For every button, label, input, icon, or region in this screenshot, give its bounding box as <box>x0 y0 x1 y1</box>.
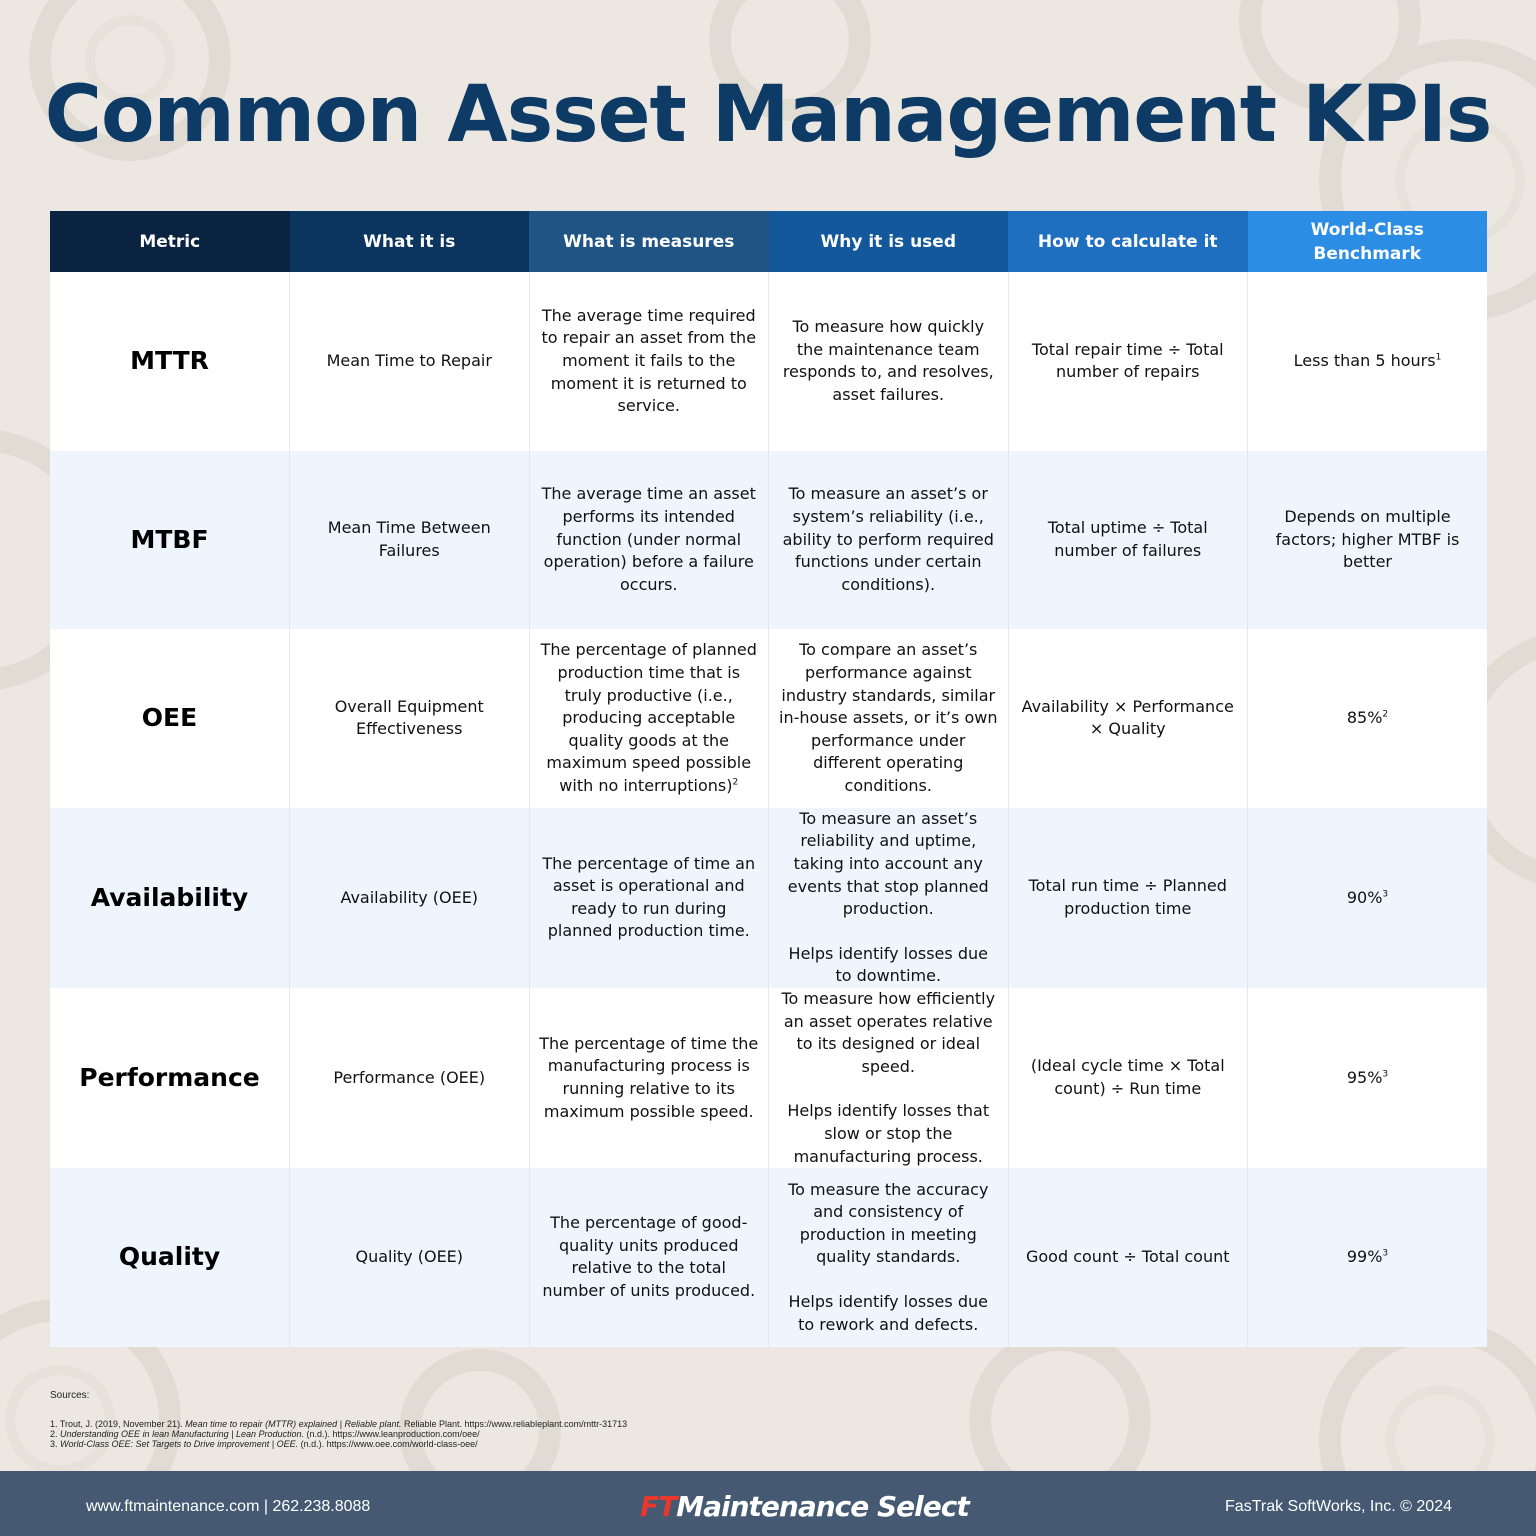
source-suffix: Reliable Plant. https://www.reliableplant.com/mttr-31713 <box>401 1419 628 1429</box>
header-what-it-measures: What is measures <box>529 211 769 272</box>
what-it-is-cell: Mean Time to Repair <box>290 272 530 451</box>
benchmark-value: 99% <box>1346 1247 1383 1267</box>
header-what-it-is: What it is <box>290 211 530 272</box>
benchmark-value: 85% <box>1346 708 1383 728</box>
metric-cell: MTTR <box>50 272 290 451</box>
why-used-text: To measure an asset’s or system’s reliability (i.e., ability to perform required functions under certain conditions). <box>782 484 994 594</box>
sources-title: Sources: <box>50 1390 90 1401</box>
benchmark-cell <box>1248 451 1488 630</box>
header-why-used: Why it is used <box>769 211 1009 272</box>
metric-cell: Performance <box>50 988 290 1168</box>
measures-cell <box>529 1168 769 1347</box>
what-it-is-cell: Mean Time Between Failures <box>290 451 530 630</box>
measures-text: The percentage of time the manufacturing process is running relative to its maximum possible speed. <box>539 1033 759 1121</box>
brand-logo <box>640 1489 969 1525</box>
measures-cell <box>529 451 769 630</box>
benchmark-value: 95% <box>1346 1067 1383 1087</box>
benchmark-cell <box>1248 629 1488 808</box>
kpi-table <box>50 211 1487 1347</box>
footer-bar <box>0 1471 1536 1536</box>
page-title: Common Asset Management KPIs <box>44 70 1492 160</box>
calculation-cell: Total run time ÷ Planned production time <box>1008 808 1248 988</box>
what-it-is-cell: Quality (OEE) <box>290 1168 530 1347</box>
why-used-text: To measure the accuracy and consistency of production in meeting quality standards. <box>788 1179 989 1267</box>
why-used-text: To measure how quickly the maintenance team responds to, and resolves, asset failures. <box>782 317 994 404</box>
source-item <box>50 1439 627 1449</box>
footnote-ref: 2 <box>1382 709 1389 720</box>
measures-cell <box>529 808 769 988</box>
header-benchmark: World-Class Benchmark <box>1248 211 1488 272</box>
why-used-cell <box>769 1168 1009 1347</box>
calculation-cell: Total repair time ÷ Total number of repairs <box>1008 272 1248 451</box>
measures-cell <box>529 629 769 808</box>
footer-contact[interactable]: www.ftmaintenance.com | 262.238.8088 <box>86 1498 371 1515</box>
metric-cell: OEE <box>50 629 290 808</box>
source-item <box>50 1429 627 1439</box>
source-item <box>50 1419 627 1429</box>
source-prefix: 2. <box>50 1429 61 1439</box>
table-row <box>50 1168 1487 1347</box>
calculation-cell: Good count ÷ Total count <box>1008 1168 1248 1347</box>
measures-text: The average time an asset performs its intended function (under normal operation) before a failure occurs. <box>541 484 756 594</box>
source-suffix: (n.d.). https://www.oee.com/world-class-oee/ <box>298 1439 478 1449</box>
footer-copyright: FasTrak SoftWorks, Inc. © 2024 <box>1225 1498 1452 1515</box>
what-it-is-cell: Availability (OEE) <box>290 808 530 988</box>
benchmark-value: Less than 5 hours <box>1293 351 1436 370</box>
benchmark-value: Depends on multiple factors; higher MTBF is better <box>1275 507 1460 572</box>
table-row <box>50 272 1487 451</box>
source-title-italic: World-Class OEE: Set Targets to Drive improvement | OEE. <box>60 1439 299 1449</box>
what-it-is-cell: Overall Equipment Effectiveness <box>290 629 530 808</box>
table-row <box>50 451 1487 630</box>
footnote-ref: 2 <box>732 777 739 788</box>
why-used-cell <box>769 272 1009 451</box>
footnote-ref: 1 <box>1435 352 1442 363</box>
metric-cell: Quality <box>50 1168 290 1347</box>
why-used-cell <box>769 808 1009 988</box>
source-prefix: 1. Trout, J. (2019, November 21). <box>50 1419 186 1429</box>
footnote-ref: 3 <box>1382 889 1389 900</box>
source-title-italic: Mean time to repair (MTTR) explained | Reliable plant. <box>185 1419 402 1429</box>
table-header-row <box>50 211 1487 272</box>
why-used-text: To compare an asset’s performance against industry standards, similar in-house assets, or it’s own performance under different operating conditions. <box>779 640 998 795</box>
why-used-cell <box>769 629 1009 808</box>
brand-logo-ft: FT <box>640 1490 677 1523</box>
header-metric: Metric <box>50 211 290 272</box>
table-row <box>50 988 1487 1168</box>
measures-text: The percentage of time an asset is operational and ready to run during planned production time. <box>542 853 756 941</box>
table-row <box>50 629 1487 808</box>
metric-cell: MTBF <box>50 451 290 630</box>
table-row <box>50 808 1487 988</box>
measures-cell <box>529 272 769 451</box>
footnote-ref: 3 <box>1382 1069 1389 1080</box>
calculation-cell: Total uptime ÷ Total number of failures <box>1008 451 1248 630</box>
source-suffix: (n.d.). https://www.leanproduction.com/oee/ <box>304 1429 480 1439</box>
calculation-cell: Availability × Performance × Quality <box>1008 629 1248 808</box>
benchmark-value: 90% <box>1346 887 1383 907</box>
why-used-note: Helps identify losses due to downtime. <box>788 943 988 986</box>
calculation-cell: (Ideal cycle time × Total count) ÷ Run time <box>1008 988 1248 1168</box>
source-title-italic: Understanding OEE in lean Manufacturing | Lean Production. <box>60 1429 305 1439</box>
measures-cell <box>529 988 769 1168</box>
brand-logo-text: Maintenance Select <box>676 1490 969 1523</box>
sources-section <box>50 1390 627 1449</box>
what-it-is-cell: Performance (OEE) <box>290 988 530 1168</box>
metric-cell: Availability <box>50 808 290 988</box>
why-used-note: Helps identify losses that slow or stop the manufacturing process. <box>787 1101 990 1166</box>
benchmark-cell <box>1248 808 1488 988</box>
benchmark-cell <box>1248 1168 1488 1347</box>
benchmark-cell <box>1248 988 1488 1168</box>
why-used-cell <box>769 451 1009 630</box>
measures-text: The percentage of planned production time that is truly productive (i.e., producing acceptable quality goods at the maximum speed possible with no interruptions) <box>540 640 757 795</box>
measures-text: The percentage of good-quality units produced relative to the total number of units produced. <box>542 1213 756 1300</box>
why-used-text: To measure an asset’s reliability and uptime, taking into account any events that stop planned production. <box>787 808 989 919</box>
header-how-to-calculate: How to calculate it <box>1008 211 1248 272</box>
why-used-note: Helps identify losses due to rework and defects. <box>788 1291 988 1334</box>
benchmark-cell <box>1248 272 1488 451</box>
why-used-cell <box>769 988 1009 1168</box>
measures-text: The average time required to repair an asset from the moment it fails to the moment it is returned to service. <box>541 305 757 416</box>
footnote-ref: 3 <box>1382 1248 1389 1259</box>
source-prefix: 3. <box>50 1439 61 1449</box>
why-used-text: To measure how efficiently an asset operates relative to its designed or ideal speed. <box>781 988 996 1076</box>
